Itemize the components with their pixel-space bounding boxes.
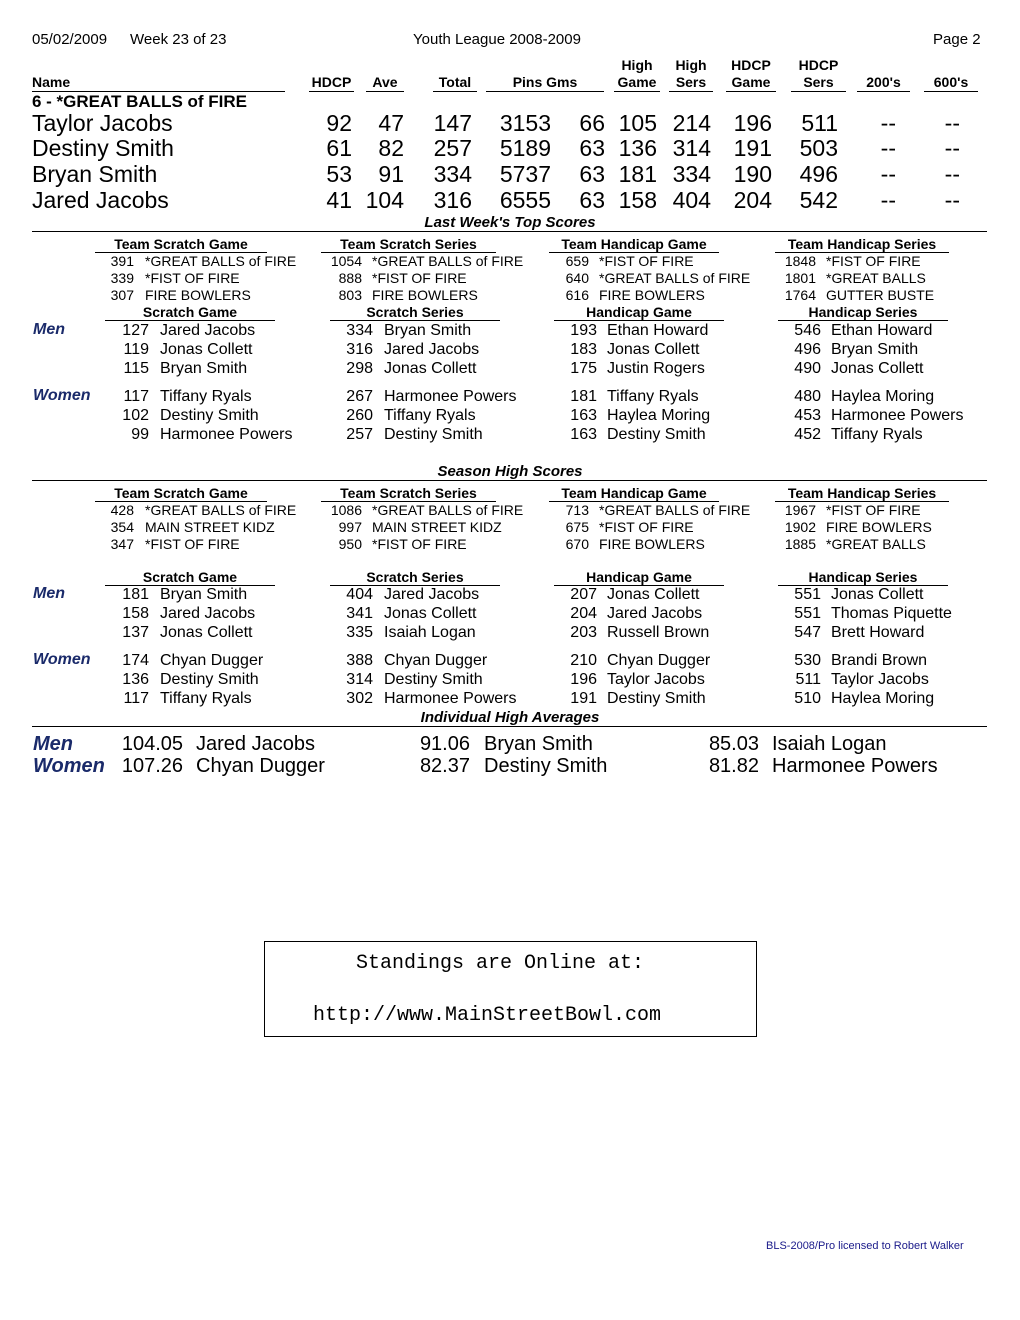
individual-score: 119 — [123, 341, 149, 358]
player-total: 257 — [433, 135, 472, 161]
team-category-header: Team Scratch Game — [95, 485, 267, 502]
team-category-header: Team Handicap Series — [775, 236, 949, 253]
divider — [32, 480, 987, 481]
bowler-name: Tiffany Ryals — [831, 426, 923, 443]
bowler-name: Destiny Smith — [607, 690, 706, 707]
team-score: 997 — [338, 519, 362, 535]
col-name: Name — [32, 74, 285, 92]
individual-score: 316 — [346, 341, 373, 358]
team-score-row — [0, 253, 1020, 270]
bowler-name: Thomas Piquette — [831, 605, 952, 622]
bowler-name: Haylea Moring — [831, 388, 935, 405]
player-high-sers: 334 — [672, 161, 711, 187]
player-total: 316 — [433, 187, 472, 213]
bowler-name: Destiny Smith — [384, 671, 483, 688]
bowler-name: Jonas Collett — [607, 341, 700, 358]
individual-score: 158 — [122, 605, 149, 622]
individual-score-row — [0, 585, 1020, 604]
individual-category-header: Handicap Game — [554, 569, 724, 586]
player-pins: 3153 — [499, 110, 551, 136]
report-week: Week 23 of 23 — [130, 31, 227, 48]
bowler-name: Justin Rogers — [607, 360, 705, 377]
team-score-row — [0, 270, 1020, 287]
team-name: FIRE BOWLERS — [599, 287, 705, 303]
col-600s: 600's — [924, 74, 978, 92]
col-ave: Ave — [366, 74, 404, 92]
bowler-name: Chyan Dugger — [384, 652, 488, 669]
team-name: *FIST OF FIRE — [145, 536, 240, 552]
team-score: 1885 — [784, 536, 816, 552]
player-gms: 63 — [579, 187, 605, 213]
bowler-name: Destiny Smith — [484, 755, 608, 777]
bowler-name: Harmonee Powers — [384, 388, 517, 405]
player-high-game: 105 — [618, 110, 657, 136]
women-label: Women — [33, 387, 91, 404]
individual-category-header: Scratch Game — [105, 304, 275, 321]
team-name: FIRE BOWLERS — [372, 287, 478, 303]
online-standings-box — [264, 941, 757, 1037]
player-hdcp-game: 196 — [733, 110, 772, 136]
bowler-name: Haylea Moring — [607, 407, 711, 424]
player-c600: -- — [944, 187, 960, 213]
last-week-title: Last Week's Top Scores — [424, 214, 596, 231]
player-gms: 66 — [579, 110, 605, 136]
bowler-name: Jonas Collett — [831, 586, 924, 603]
team-name: GUTTER BUSTE — [826, 287, 935, 303]
bowler-name: Haylea Moring — [831, 690, 935, 707]
team-category-header: Team Handicap Game — [549, 485, 719, 502]
bowler-name: Jonas Collett — [607, 586, 700, 603]
player-gms: 63 — [579, 161, 605, 187]
individual-score: 174 — [122, 652, 149, 669]
average-value: 85.03 — [708, 733, 759, 755]
individual-score: 510 — [794, 690, 821, 707]
player-hdcp: 61 — [326, 135, 352, 161]
team-score: 659 — [565, 253, 589, 269]
player-hdcp: 41 — [326, 187, 352, 213]
player-hdcp-sers: 542 — [799, 187, 838, 213]
bowler-name: Jared Jacobs — [160, 322, 256, 339]
team-score: 670 — [565, 536, 589, 552]
individual-score: 115 — [123, 360, 149, 377]
individual-category-header: Scratch Series — [330, 304, 500, 321]
bowler-name: Jonas Collett — [384, 360, 477, 377]
men-label: Men — [33, 321, 65, 338]
individual-score-row — [0, 623, 1020, 642]
individual-score: 341 — [346, 605, 373, 622]
individual-score-row — [0, 651, 1020, 670]
col-total: Total — [433, 74, 477, 92]
bowler-name: Tiffany Ryals — [160, 388, 252, 405]
team-name: *FIST OF FIRE — [599, 519, 694, 535]
bowler-name: Jonas Collett — [831, 360, 924, 377]
team-score: 391 — [110, 253, 134, 269]
individual-score-row — [0, 670, 1020, 689]
women-label: Women — [33, 651, 91, 668]
individual-score: 490 — [794, 360, 821, 377]
player-ave: 104 — [365, 187, 404, 213]
team-score: 354 — [110, 519, 134, 535]
report-date: 05/02/2009 — [32, 31, 108, 48]
team-score-row — [0, 519, 1020, 536]
team-score: 616 — [565, 287, 589, 303]
individual-score: 302 — [346, 690, 373, 707]
player-total: 147 — [433, 110, 472, 136]
team-score: 347 — [110, 536, 134, 552]
individual-score-row — [0, 689, 1020, 708]
individual-score: 117 — [123, 388, 149, 405]
player-c200: -- — [880, 110, 896, 136]
bowler-name: Harmonee Powers — [772, 755, 938, 777]
player-ave: 82 — [378, 135, 404, 161]
individual-score: 203 — [570, 624, 597, 641]
team-score: 1801 — [784, 270, 816, 286]
team-name: FIRE BOWLERS — [826, 519, 932, 535]
col-hdcp: HDCP — [309, 74, 354, 92]
individual-score: 163 — [570, 407, 597, 424]
player-hdcp-sers: 503 — [799, 135, 838, 161]
player-c200: -- — [880, 135, 896, 161]
team-name: *FIST OF FIRE — [826, 253, 921, 269]
individual-score: 496 — [794, 341, 821, 358]
player-gms: 63 — [579, 135, 605, 161]
league-title: Youth League 2008-2009 — [413, 31, 581, 48]
bowler-name: Taylor Jacobs — [607, 671, 705, 688]
individual-score: 137 — [122, 624, 149, 641]
team-category-header: Team Handicap Game — [549, 236, 719, 253]
bowler-name: Taylor Jacobs — [831, 671, 929, 688]
average-row — [0, 755, 1020, 778]
individual-score: 183 — [570, 341, 597, 358]
team-score: 888 — [338, 270, 362, 286]
team-score: 428 — [110, 502, 134, 518]
bowler-name: Harmonee Powers — [384, 690, 517, 707]
team-name: FIRE BOWLERS — [145, 287, 251, 303]
license-footer: BLS-2008/Pro licensed to Robert Walker — [766, 1240, 964, 1252]
individual-score: 314 — [346, 671, 373, 688]
individual-score: 210 — [570, 652, 597, 669]
men-label: Men — [33, 585, 65, 602]
player-c600: -- — [944, 110, 960, 136]
player-hdcp-game: 204 — [733, 187, 772, 213]
individual-category-header: Scratch Series — [330, 569, 500, 586]
bowler-name: Jared Jacobs — [160, 605, 256, 622]
bowler-name: Bryan Smith — [384, 322, 472, 339]
bowler-name: Harmonee Powers — [831, 407, 964, 424]
bowler-name: Ethan Howard — [831, 322, 933, 339]
bowler-name: Ethan Howard — [607, 322, 709, 339]
bowler-name: Destiny Smith — [607, 426, 706, 443]
player-c200: -- — [880, 161, 896, 187]
player-hdcp: 92 — [326, 110, 352, 136]
individual-score: 267 — [346, 388, 373, 405]
bowler-name: Russell Brown — [607, 624, 710, 641]
bowler-name: Bryan Smith — [484, 733, 593, 755]
individual-score: 196 — [570, 671, 597, 688]
average-value: 104.05 — [121, 733, 183, 755]
individual-category-header: Handicap Series — [778, 569, 948, 586]
col-pins-gms: Pins Gms — [486, 74, 604, 92]
col-hdcp-game: Game — [726, 74, 776, 92]
bowler-name: Bryan Smith — [160, 586, 248, 603]
individual-score: 388 — [346, 652, 373, 669]
bowler-name: Chyan Dugger — [607, 652, 711, 669]
bowler-name: Brett Howard — [831, 624, 925, 641]
bowler-name: Chyan Dugger — [196, 755, 325, 777]
individual-score: 480 — [794, 388, 821, 405]
team-category-header: Team Handicap Series — [775, 485, 949, 502]
player-high-game: 136 — [618, 135, 657, 161]
team-score: 1848 — [784, 253, 816, 269]
average-value: 91.06 — [419, 733, 470, 755]
team-score-row — [0, 287, 1020, 304]
bowler-name: Destiny Smith — [160, 671, 259, 688]
team-name: *GREAT BALLS — [826, 536, 926, 552]
page-number: Page 2 — [933, 31, 981, 48]
individual-score: 530 — [794, 652, 821, 669]
player-hdcp-game: 191 — [733, 135, 772, 161]
average-value: 81.82 — [708, 755, 759, 777]
player-c600: -- — [944, 135, 960, 161]
individual-score: 136 — [122, 671, 149, 688]
divider — [32, 231, 987, 232]
bowler-name: Harmonee Powers — [160, 426, 293, 443]
individual-score: 117 — [123, 690, 149, 707]
player-row — [0, 187, 1020, 213]
col-high-game: Game — [614, 74, 660, 92]
bowler-name: Chyan Dugger — [160, 652, 264, 669]
bowler-name: Destiny Smith — [384, 426, 483, 443]
player-row — [0, 135, 1020, 161]
bowler-name: Jonas Collett — [384, 605, 477, 622]
player-high-sers: 404 — [672, 187, 711, 213]
team-score-row — [0, 502, 1020, 519]
player-name: Jared Jacobs — [32, 187, 169, 213]
bowler-name: Isaiah Logan — [384, 624, 476, 641]
average-row — [0, 733, 1020, 756]
individual-score-row — [0, 340, 1020, 359]
individual-score: 546 — [794, 322, 821, 339]
player-ave: 47 — [378, 110, 404, 136]
team-name: *GREAT BALLS of FIRE — [145, 253, 297, 269]
bowler-name: Brandi Brown — [831, 652, 928, 669]
online-line-1: Standings are Online at: — [356, 952, 645, 975]
team-score: 675 — [565, 519, 589, 535]
bowler-name: Jared Jacobs — [384, 341, 480, 358]
individual-score: 260 — [346, 407, 373, 424]
bowler-name: Tiffany Ryals — [384, 407, 476, 424]
col-hdcp-sers: Sers — [791, 74, 846, 92]
team-category-header: Team Scratch Series — [321, 236, 496, 253]
player-high-game: 181 — [618, 161, 657, 187]
individual-score: 547 — [794, 624, 821, 641]
team-name: *FIST OF FIRE — [599, 253, 694, 269]
bowler-name: Jared Jacobs — [384, 586, 480, 603]
bowler-name: Jonas Collett — [160, 341, 253, 358]
individual-score: 453 — [794, 407, 821, 424]
player-c600: -- — [944, 161, 960, 187]
divider — [32, 726, 987, 727]
player-hdcp-sers: 511 — [801, 110, 838, 136]
individual-score: 551 — [794, 586, 821, 603]
team-name: *GREAT BALLS of FIRE — [372, 253, 524, 269]
individual-category-header: Scratch Game — [105, 569, 275, 586]
player-hdcp-game: 190 — [733, 161, 772, 187]
col-hdcp-sers-top: HDCP — [798, 57, 839, 73]
individual-score-row — [0, 406, 1020, 425]
individual-score: 335 — [346, 624, 373, 641]
player-hdcp: 53 — [326, 161, 352, 187]
team-score: 803 — [338, 287, 362, 303]
team-category-header: Team Scratch Game — [95, 236, 267, 253]
player-high-sers: 214 — [672, 110, 711, 136]
col-hdcp-game-top: HDCP — [731, 57, 771, 73]
season-title: Season High Scores — [437, 463, 583, 480]
individual-score: 127 — [122, 322, 149, 339]
men-label: Men — [33, 733, 73, 755]
individual-score: 181 — [570, 388, 597, 405]
bowler-name: Bryan Smith — [831, 341, 919, 358]
team-score: 339 — [110, 270, 134, 286]
individual-score: 175 — [570, 360, 597, 377]
team-name: *FIST OF FIRE — [145, 270, 240, 286]
bowler-name: Jared Jacobs — [196, 733, 315, 755]
team-category-header: Team Scratch Series — [321, 485, 496, 502]
individual-score: 551 — [794, 605, 821, 622]
individual-score: 163 — [570, 426, 597, 443]
individual-category-header: Handicap Series — [778, 304, 948, 321]
team-score: 1086 — [330, 502, 362, 518]
col-200s: 200's — [857, 74, 910, 92]
individual-score-row — [0, 387, 1020, 406]
player-hdcp-sers: 496 — [799, 161, 838, 187]
team-name: FIRE BOWLERS — [599, 536, 705, 552]
team-score: 1967 — [784, 502, 816, 518]
bowler-name: Tiffany Ryals — [160, 690, 252, 707]
individual-score: 99 — [131, 426, 149, 443]
bowler-name: Tiffany Ryals — [607, 388, 699, 405]
team-score: 640 — [565, 270, 589, 286]
col-high-sers-top: High — [675, 57, 707, 73]
women-label: Women — [33, 755, 105, 777]
team-name: *GREAT BALLS of FIRE — [599, 502, 751, 518]
individual-score-row — [0, 425, 1020, 444]
averages-title: Individual High Averages — [420, 709, 600, 726]
player-name: Destiny Smith — [32, 135, 174, 161]
online-url: http://www.MainStreetBowl.com — [313, 1004, 662, 1027]
team-name: MAIN STREET KIDZ — [372, 519, 502, 535]
team-name: *FIST OF FIRE — [372, 536, 467, 552]
individual-score: 511 — [795, 671, 821, 688]
individual-score: 204 — [570, 605, 597, 622]
individual-category-header: Handicap Game — [554, 304, 724, 321]
individual-score: 207 — [570, 586, 597, 603]
individual-score: 191 — [570, 690, 597, 707]
player-pins: 5737 — [499, 161, 551, 187]
bowler-name: Isaiah Logan — [772, 733, 887, 755]
team-label: 6 - *GREAT BALLS of FIRE — [32, 92, 248, 111]
individual-score: 334 — [346, 322, 373, 339]
individual-score-row — [0, 604, 1020, 623]
team-name: *FIST OF FIRE — [372, 270, 467, 286]
bowler-name: Bryan Smith — [160, 360, 248, 377]
bowler-name: Destiny Smith — [160, 407, 259, 424]
team-score: 1764 — [784, 287, 816, 303]
player-pins: 5189 — [499, 135, 551, 161]
team-name: MAIN STREET KIDZ — [145, 519, 275, 535]
team-score: 307 — [110, 287, 134, 303]
player-pins: 6555 — [499, 187, 551, 213]
team-name: *GREAT BALLS of FIRE — [145, 502, 297, 518]
bowler-name: Jonas Collett — [160, 624, 253, 641]
team-name: *GREAT BALLS — [826, 270, 926, 286]
team-name: *GREAT BALLS of FIRE — [599, 270, 751, 286]
player-name: Taylor Jacobs — [32, 110, 173, 136]
individual-score-row — [0, 359, 1020, 378]
player-row — [0, 161, 1020, 187]
individual-score: 193 — [570, 322, 597, 339]
team-score: 950 — [338, 536, 362, 552]
average-value: 82.37 — [419, 755, 470, 777]
player-row — [0, 110, 1020, 136]
individual-score: 181 — [122, 586, 149, 603]
individual-score: 257 — [346, 426, 373, 443]
team-score: 1054 — [330, 253, 362, 269]
col-high-sers: Sers — [669, 74, 713, 92]
player-name: Bryan Smith — [32, 161, 158, 187]
average-value: 107.26 — [121, 755, 183, 777]
player-c200: -- — [880, 187, 896, 213]
individual-score-row — [0, 321, 1020, 340]
team-score-row — [0, 536, 1020, 553]
team-name: *FIST OF FIRE — [826, 502, 921, 518]
bowler-name: Jared Jacobs — [607, 605, 703, 622]
player-high-game: 158 — [618, 187, 657, 213]
col-high-game-top: High — [621, 57, 653, 73]
team-name: *GREAT BALLS of FIRE — [372, 502, 524, 518]
individual-score: 102 — [122, 407, 149, 424]
team-score: 1902 — [784, 519, 816, 535]
individual-score: 298 — [346, 360, 373, 377]
player-total: 334 — [433, 161, 472, 187]
team-score: 713 — [565, 502, 589, 518]
individual-score: 404 — [346, 586, 373, 603]
individual-score: 452 — [794, 426, 821, 443]
player-high-sers: 314 — [672, 135, 711, 161]
player-ave: 91 — [378, 161, 404, 187]
